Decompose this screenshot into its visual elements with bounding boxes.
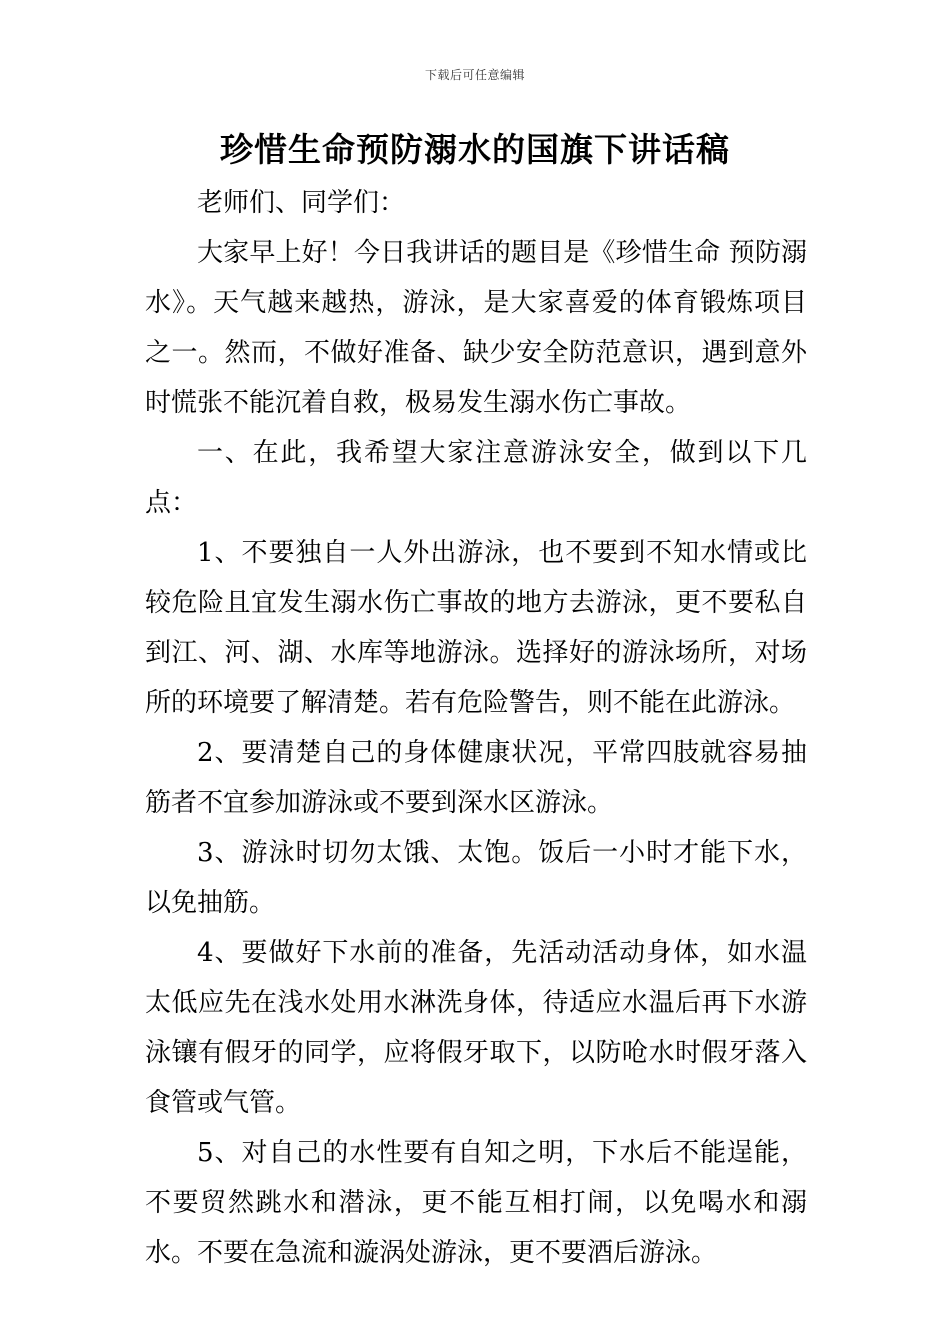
paragraph-point-4: 4、要做好下水前的准备，先活动活动身体，如水温太低应先在浅水处用水淋洗身体，待适应水温后再下水游泳镶有假牙的同学，应将假牙取下，以防呛水时假牙落入食管或气管。 [145, 938, 807, 1118]
paragraph-point-2: 2、要清楚自己的身体健康状况，平常四肢就容易抽筋者不宜参加游泳或不要到深水区游泳。 [145, 738, 807, 818]
document-title: 珍惜生命预防溺水的国旗下讲话稿 [220, 130, 730, 169]
header-note: 下载后可任意编辑 [424, 68, 525, 82]
paragraph-section-one: 一、在此，我希望大家注意游泳安全，做到以下几点： [145, 438, 807, 518]
paragraph-point-3: 3、游泳时切勿太饿、太饱。饭后一小时才能下水，以免抽筋。 [145, 838, 807, 918]
paragraph-intro: 大家早上好！今日我讲话的题目是《珍惜生命 预防溺水》。天气越来越热，游泳，是大家喜爱的体育锻炼项目之一。然而，不做好准备、缺少安全防范意识，遇到意外时慌张不能沉着自救，极易发生溺水伤亡事故。 [145, 238, 807, 418]
paragraph-point-5: 5、对自己的水性要有自知之明，下水后不能逞能，不要贸然跳水和潜泳，更不能互相打闹，以免喝水和溺水。不要在急流和漩涡处游泳，更不要酒后游泳。 [145, 1138, 807, 1268]
paragraph-greeting: 老师们、同学们： [197, 188, 406, 218]
paragraph-point-1: 1、不要独自一人外出游泳，也不要到不知水情或比较危险且宜发生溺水伤亡事故的地方去游泳，更不要私自到江、河、湖、水库等地游泳。选择好的游泳场所，对场所的环境要了解清楚。若有危险警告，则不能在此游泳。 [145, 538, 807, 718]
document-body [145, 178, 807, 1278]
